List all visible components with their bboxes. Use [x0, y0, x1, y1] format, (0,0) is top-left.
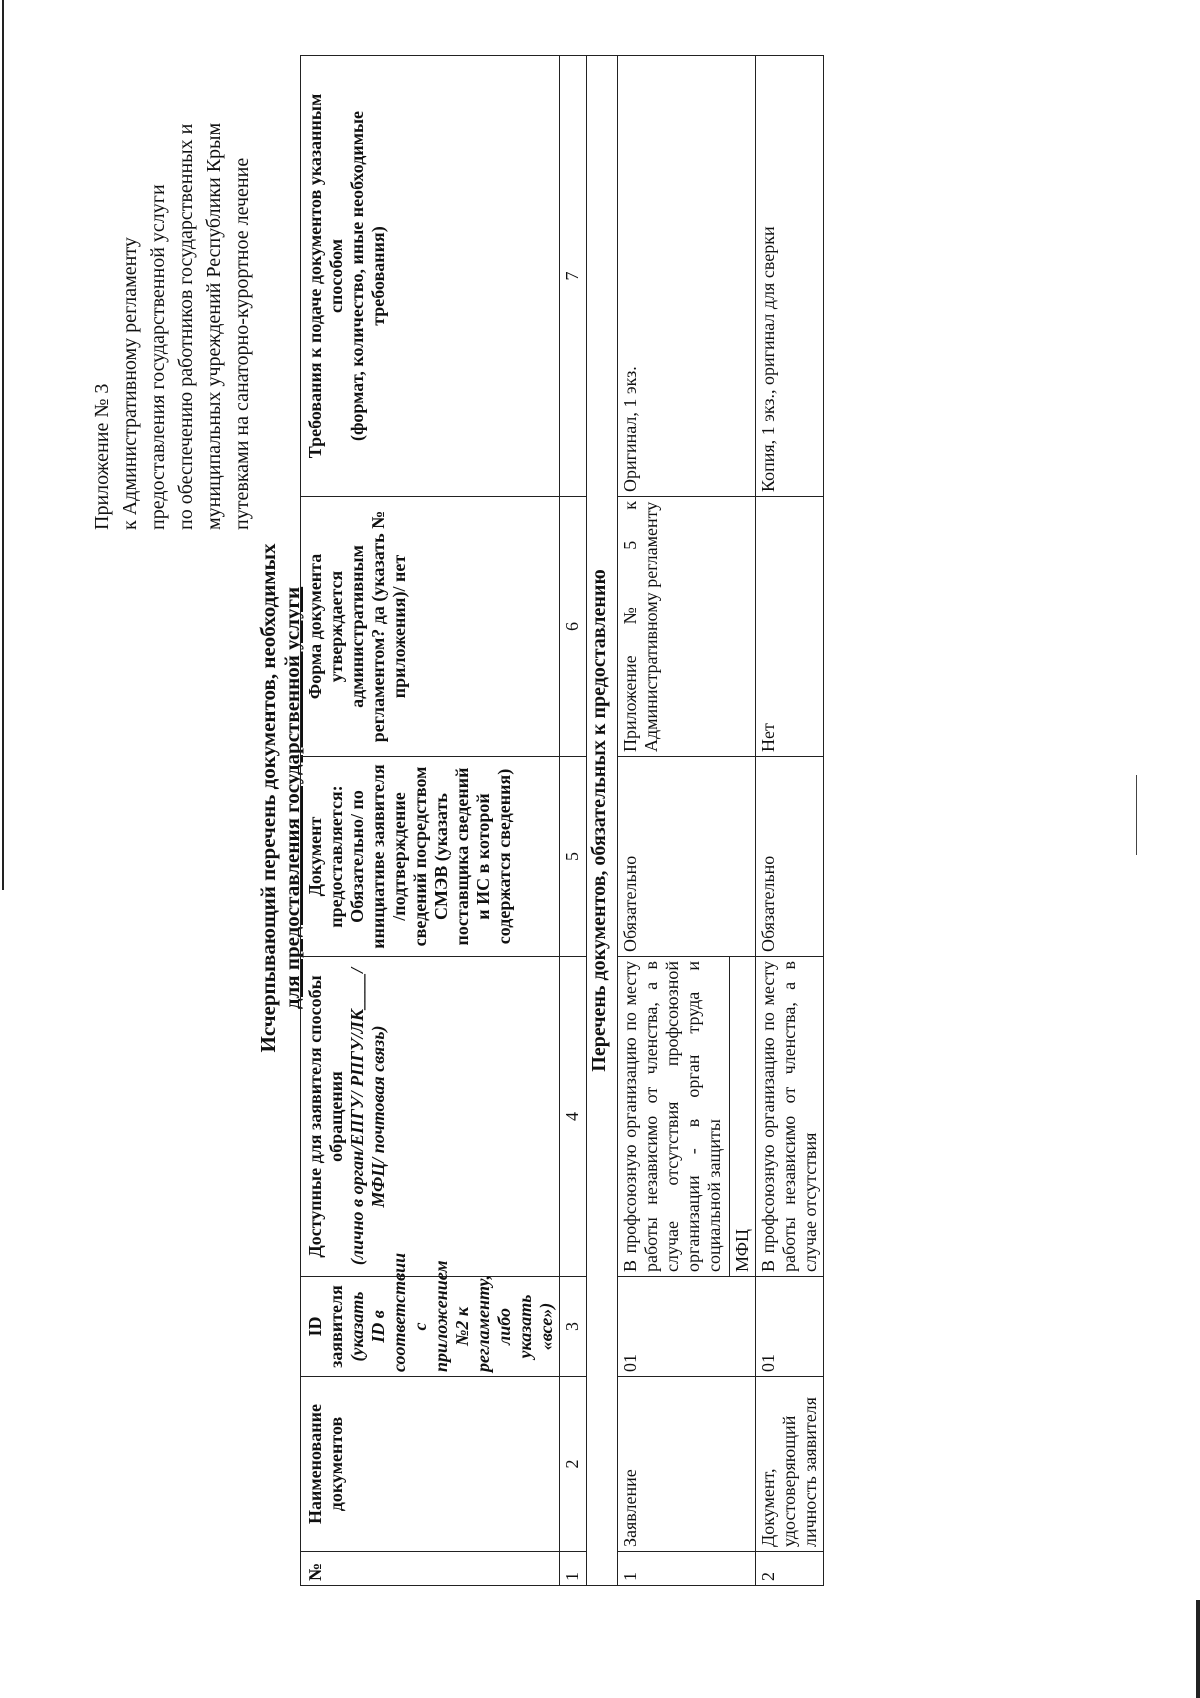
section-row [587, 56, 618, 1586]
header-applicant-id [301, 1252, 560, 1377]
submission-requirements: Копия, 1 экз., оригинал для сверки [756, 56, 824, 497]
form-approval: Приложение № 5 к Административному регламенту [618, 497, 756, 757]
appendix-line: путевками на санаторно-курортное лечение [231, 157, 253, 530]
appendix-line: Приложение № 3 [91, 383, 113, 530]
row-number: 2 [756, 1552, 824, 1586]
header-methods-note: (лично в орган/ЕПГУ/ РПГУ/ЛК____/МФЦ/ почтовая связь) [347, 967, 388, 1266]
document-title [256, 198, 304, 1398]
section-title: Перечень документов, обязательных к предоставлению [587, 56, 618, 1586]
header-form: Форма документа утверждается административным регламентом? да (указать № приложения)/ нет [301, 497, 560, 757]
header-number: № [301, 1552, 560, 1586]
title-line-2: для предоставления государственной услуги [280, 586, 304, 1010]
title-line-1: Исчерпывающий перечень документов, необходимых [256, 543, 280, 1053]
provision-type: Обязательно [756, 757, 824, 957]
header-requirements [301, 56, 560, 497]
header-applicant-id-title: ID заявителя [305, 1285, 346, 1368]
column-number: 2 [560, 1377, 587, 1552]
appendix-line: по обеспечению работников государственных и [175, 123, 197, 530]
submission-method-mfc: МФЦ [729, 957, 753, 1276]
column-number: 1 [560, 1552, 587, 1586]
submission-methods: В профсоюзную организацию по месту работы независимо от членства, а в случае отсутствия [756, 957, 824, 1277]
table-header-row [301, 56, 560, 1586]
document-name: Заявление [618, 1377, 756, 1552]
form-approval: Нет [756, 497, 824, 757]
applicant-id: 01 [618, 1277, 756, 1377]
appendix-line: предоставления государственной услуги [147, 184, 169, 530]
appendix-header [88, 10, 256, 530]
header-methods [301, 957, 560, 1277]
submission-method-text: В профсоюзную организацию по месту работы независимо от членства, а в случае отсутствия профсоюзной организации - в орган труда и социальной защиты [620, 961, 724, 1272]
submission-requirements: Оригинал, 1 экз. [618, 56, 756, 497]
column-number: 7 [560, 56, 587, 497]
appendix-line: к Административному регламенту [119, 237, 141, 530]
header-methods-title: Доступные для заявителя способы обращения [305, 975, 346, 1258]
table-row [756, 56, 824, 1586]
column-number: 6 [560, 497, 587, 757]
column-number: 3 [560, 1277, 587, 1377]
header-applicant-id-note: (указать ID в соответствии с приложением №2 к регламенту, либо указать «все») [347, 1252, 556, 1372]
header-requirements-note: (формат, количество, иные необходимые требования) [347, 110, 388, 442]
column-number: 4 [560, 957, 587, 1277]
appendix-line: муниципальных учреждений Республики Крым [203, 122, 225, 530]
table-row [618, 56, 756, 1586]
header-document-name: Наименование документов [301, 1377, 560, 1552]
document-name: Документ, удостоверяющий личность заявителя [756, 1377, 824, 1552]
documents-table [300, 55, 824, 1586]
applicant-id: 01 [756, 1277, 824, 1377]
provision-type: Обязательно [618, 757, 756, 957]
column-number: 5 [560, 757, 587, 957]
row-number: 1 [618, 1552, 756, 1586]
submission-methods [618, 957, 756, 1277]
column-number-row [560, 56, 587, 1586]
header-requirements-title: Требования к подаче документов указанным способом [305, 93, 346, 459]
header-provision: Документ предоставляется: Обязательно/ по инициативе заявителя /подтверждение сведений посредством СМЭВ (указать поставщика сведений и ИС в которой содержатся сведения) [301, 757, 560, 957]
